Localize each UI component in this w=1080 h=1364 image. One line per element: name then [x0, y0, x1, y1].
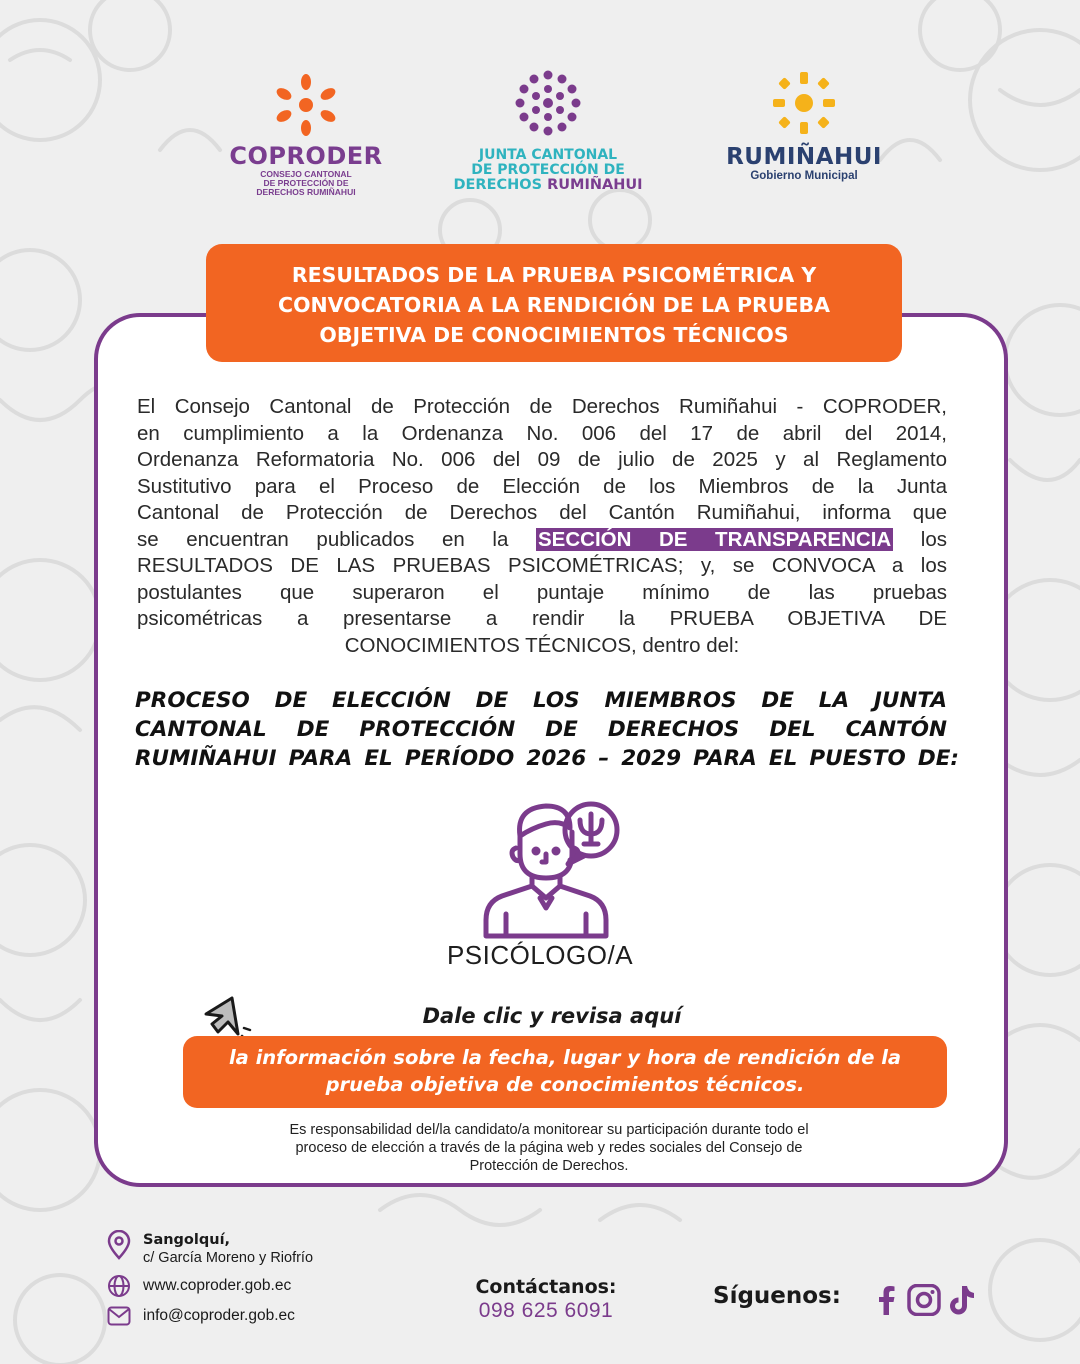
junta-line-3b: RUMIÑAHUI: [547, 177, 643, 193]
facebook-icon[interactable]: [874, 1284, 898, 1316]
coproder-sub-2: DE PROTECCIÓN DE: [263, 178, 349, 188]
body-line-7: RESULTADOS DE LAS PRUEBAS PSICOMÉTRICAS; y, se CONVOCA a los: [137, 554, 947, 577]
process-line-1: PROCESO DE ELECCIÓN DE LOS MIEMBROS DE LA JUNTA: [135, 688, 947, 713]
exam-info-line-1: la información sobre la fecha, lugar y hora de rendición de la: [228, 1046, 902, 1069]
body-line-3: Ordenanza Reformatoria No. 006 del 09 de julio de 2025 y al Reglamento: [137, 448, 947, 471]
mail-icon: [107, 1306, 131, 1326]
announcement-text: [137, 394, 947, 659]
body-line-6-pre: se encuentran publicados en la: [137, 527, 536, 551]
junta-line-3: [440, 178, 656, 193]
junta-logo: [440, 70, 656, 193]
disclaimer: [206, 1121, 892, 1175]
disclaimer-line-3: Protección de Derechos.: [469, 1158, 629, 1174]
coproder-sub-3: DERECHOS RUMIÑAHUI: [256, 187, 356, 197]
email-link[interactable]: info@coproder.gob.ec: [143, 1307, 295, 1324]
process-line-3: RUMIÑAHUI PARA EL PERÍODO 2026 – 2029 PARA EL PUESTO DE:: [135, 746, 959, 771]
junta-line-3a: DERECHOS: [453, 177, 548, 193]
location-pin-icon: [106, 1230, 132, 1260]
contact-phone[interactable]: 098 625 6091: [478, 1299, 614, 1322]
website-link[interactable]: www.coproder.gob.ec: [143, 1277, 292, 1294]
disclaimer-line-2: proceso de elección a través de la página web y redes sociales del Consejo de: [295, 1140, 803, 1156]
psychologist-icon: [476, 796, 626, 942]
body-line-5: Cantonal de Protección de Derechos del Cantón Rumiñahui, informa que: [137, 501, 947, 524]
exam-info-line-2: prueba objetiva de conocimientos técnicos.: [325, 1073, 805, 1096]
sun-icon: [771, 70, 837, 136]
rumi-name: RUMIÑAHUI: [726, 144, 882, 170]
transparency-section-link[interactable]: SECCIÓN DE TRANSPARENCIA: [537, 527, 892, 551]
follow-label: Síguenos:: [713, 1283, 841, 1309]
body-line-10: CONOCIMIENTOS TÉCNICOS, dentro del:: [344, 633, 740, 657]
coproder-logo: [226, 72, 386, 197]
coproder-name: COPRODER: [229, 142, 383, 170]
globe-icon: [107, 1274, 131, 1298]
body-line-6: [137, 527, 947, 554]
instagram-icon[interactable]: [907, 1284, 941, 1316]
cursor-click-icon: [200, 994, 264, 1042]
junta-line-1: JUNTA CANTONAL: [478, 147, 618, 163]
junta-dots-icon: [515, 70, 581, 136]
title-line-2: CONVOCATORIA A LA RENDICIÓN DE LA PRUEBA: [278, 293, 830, 317]
body-line-9: psicométricas a presentarse a rendir la PRUEBA OBJETIVA DE: [137, 607, 947, 630]
junta-line-2: DE PROTECCIÓN DE: [471, 162, 625, 178]
coproder-sub-1: CONSEJO CANTONAL: [260, 169, 352, 179]
title-banner: [206, 244, 902, 362]
body-line-2: en cumplimiento a la Ordenanza No. 006 del 17 de abril del 2014,: [137, 421, 947, 445]
title-line-1: RESULTADOS DE LA PRUEBA PSICOMÉTRICA Y: [291, 263, 817, 287]
body-line-1: El Consejo Cantonal de Protección de Derechos Rumiñahui - COPRODER,: [137, 395, 947, 418]
body-line-8: postulantes que superaron el puntaje mínimo de las pruebas: [137, 580, 947, 604]
position-label: PSICÓLOGO/A: [446, 940, 634, 970]
rumi-sub: Gobierno Municipal: [750, 170, 858, 182]
exam-info-button[interactable]: [183, 1036, 947, 1108]
body-line-6-post: los: [893, 527, 948, 551]
body-line-4: Sustitutivo para el Proceso de Elección de los Miembros de la Junta: [137, 474, 947, 498]
address-street: c/ García Moreno y Riofrío: [143, 1250, 314, 1266]
contact-label: Contáctanos:: [475, 1276, 617, 1298]
rumi-logo: [716, 70, 892, 182]
process-heading: [135, 686, 959, 773]
coproder-flower-icon: [271, 72, 341, 138]
title-line-3: OBJETIVA DE CONOCIMIENTOS TÉCNICOS: [319, 323, 789, 347]
tiktok-icon[interactable]: [948, 1284, 976, 1316]
disclaimer-line-1: Es responsabilidad del/la candidato/a monitorear su participación durante todo el: [289, 1122, 809, 1138]
process-line-2: CANTONAL DE PROTECCIÓN DE DERECHOS DEL CANTÓN: [135, 717, 947, 742]
address-title: Sangolquí,: [143, 1232, 231, 1248]
click-here-label: Dale clic y revisa aquí: [422, 1004, 682, 1028]
